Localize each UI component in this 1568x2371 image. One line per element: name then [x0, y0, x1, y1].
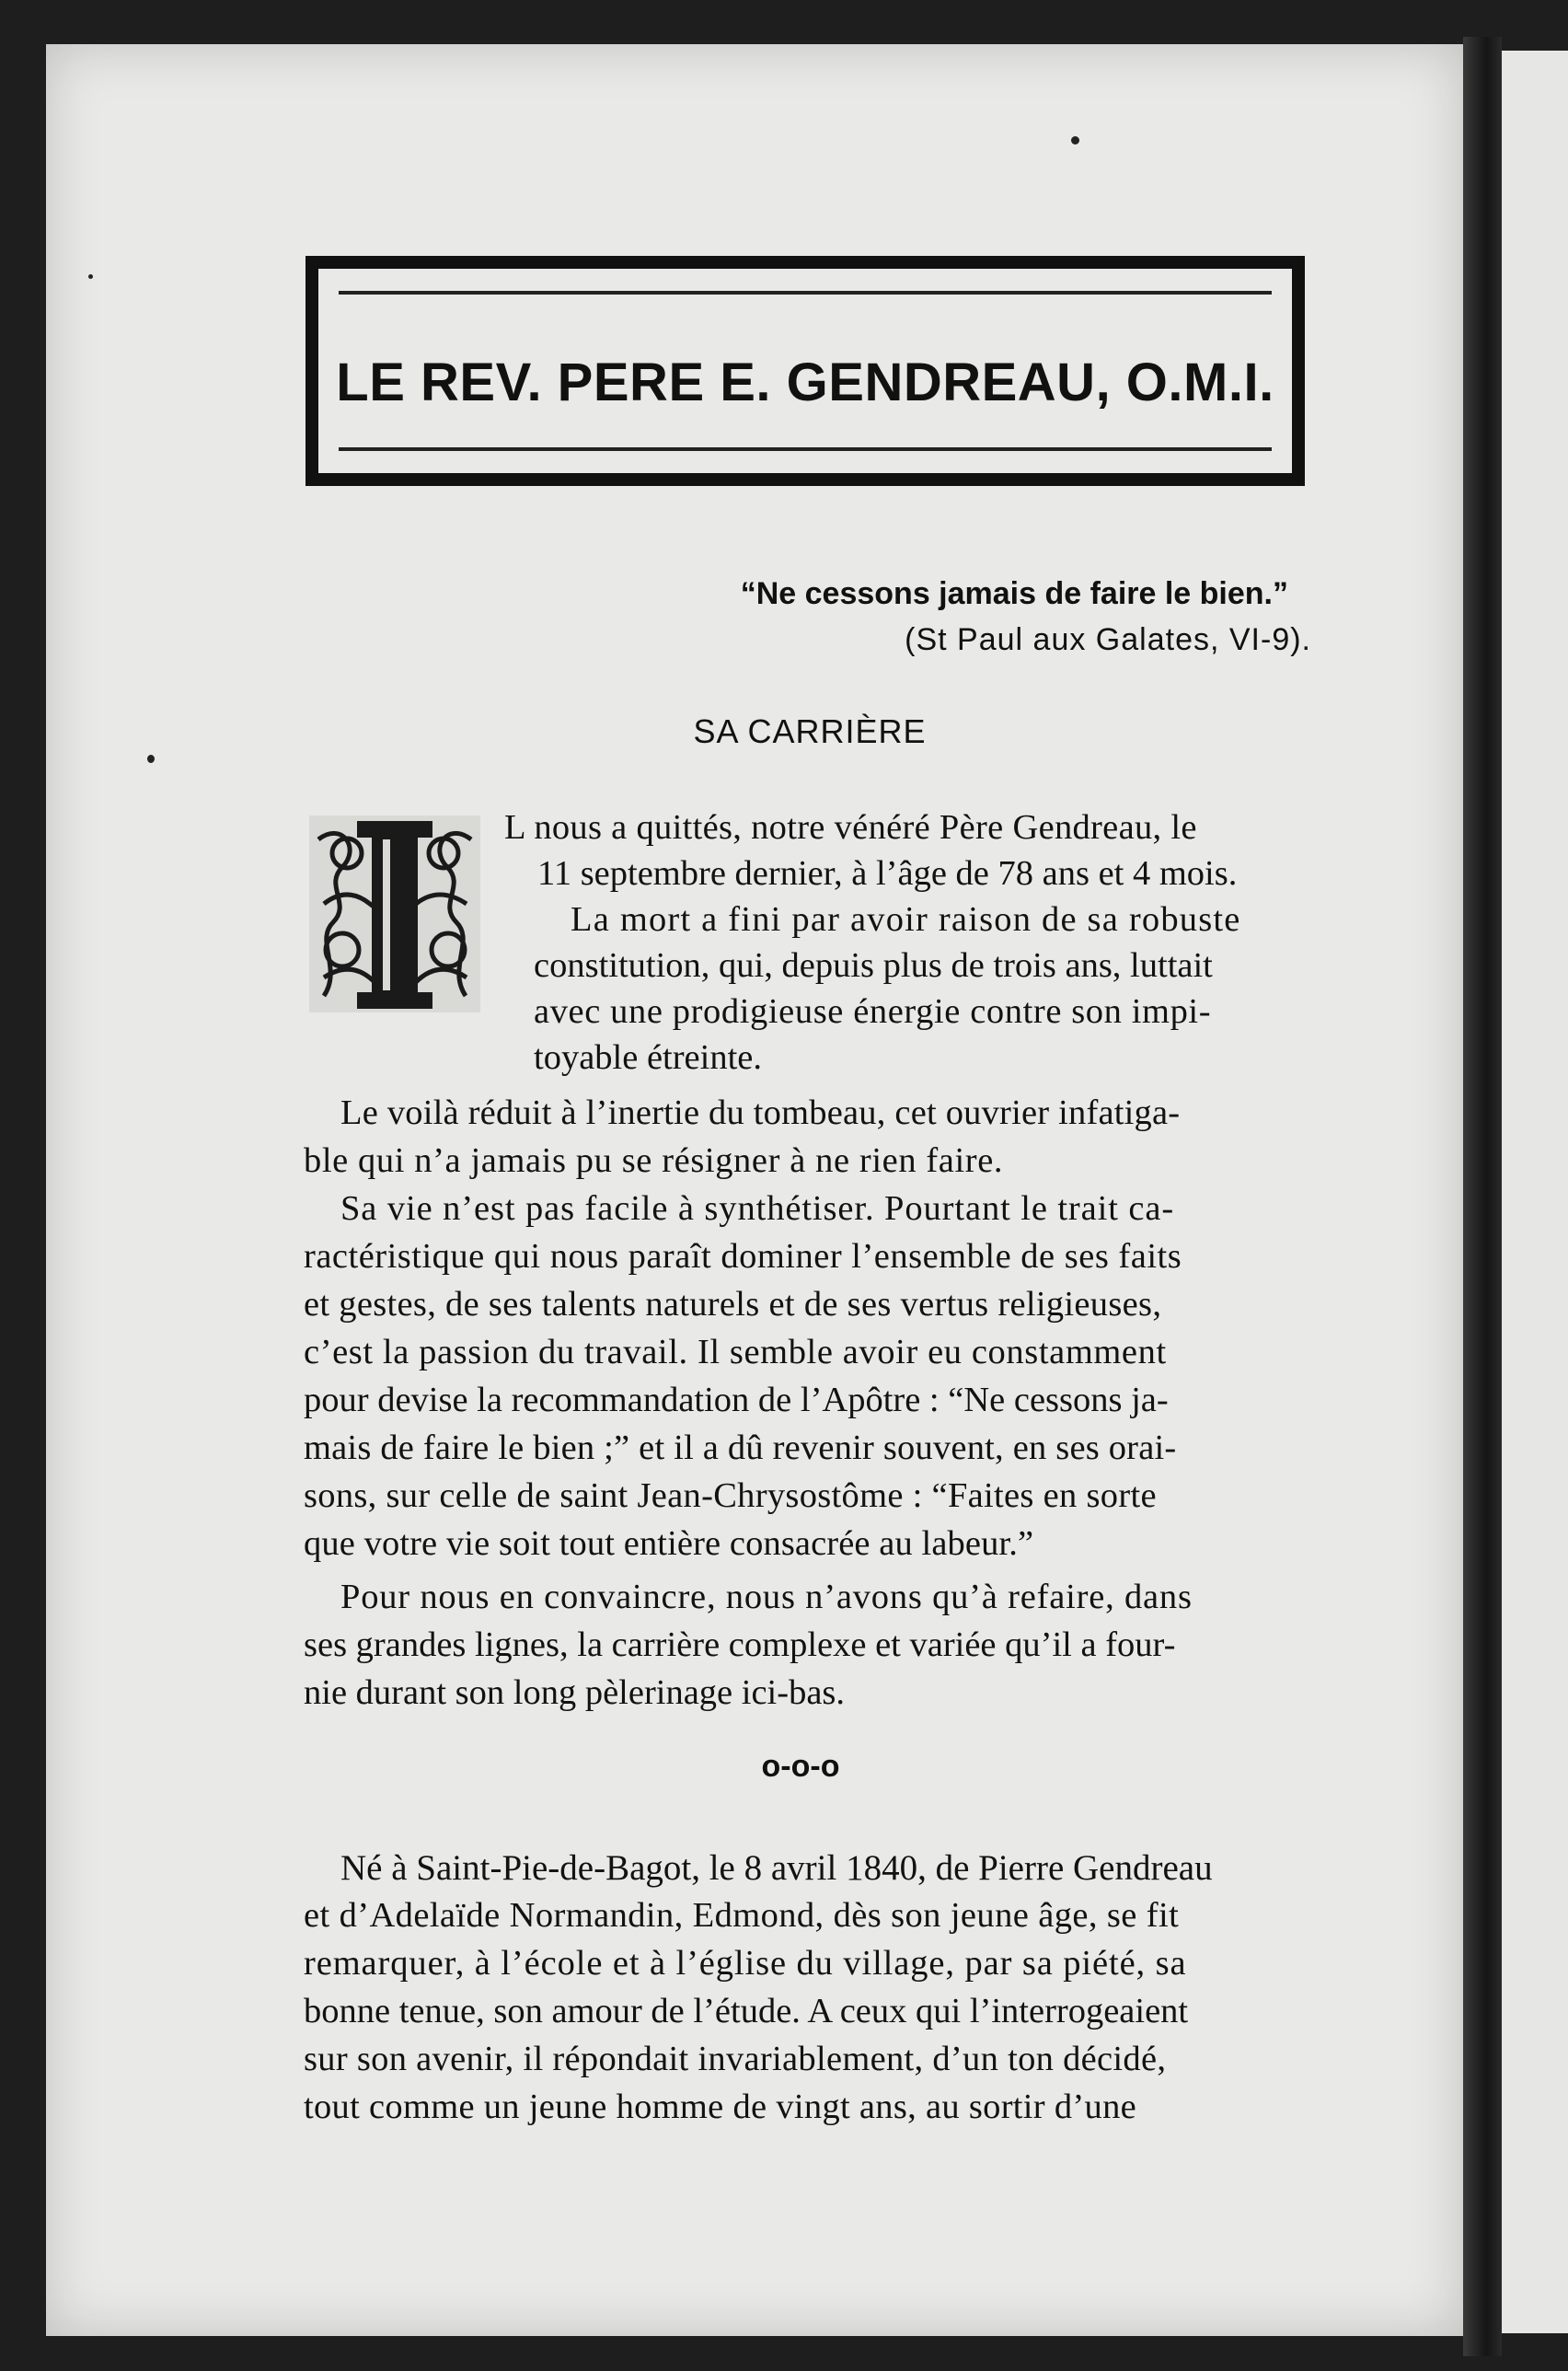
body-line: remarquer, à l’école et à l’église du village, par sa piété, sa: [304, 1944, 1187, 1983]
body-line: c’est la passion du travail. Il semble avoir eu constamment: [304, 1333, 1167, 1371]
ornamental-dropcap-icon: [306, 812, 484, 1016]
section-heading: SA CARRIÈRE: [693, 712, 927, 750]
body-line: et gestes, de ses talents naturels et de ses vertus religieuses,: [304, 1285, 1162, 1324]
body-line: 11 septembre dernier, à l’âge de 78 ans et 4 mois.: [537, 854, 1238, 893]
facing-page-edge: [1502, 51, 1568, 2333]
book-gutter: [1463, 37, 1502, 2356]
body-line: Sa vie n’est pas facile à synthétiser. Pourtant le trait ca-: [340, 1189, 1175, 1228]
body-line: ses grandes lignes, la carrière complexe et variée qu’il a four-: [304, 1625, 1176, 1664]
epigraph-reference: (St Paul aux Galates, VI-9).: [905, 622, 1311, 657]
body-line: nie durant son long pèlerinage ici-bas.: [304, 1673, 846, 1712]
body-line: bonne tenue, son amour de l’étude. A ceux qui l’interrogeaient: [304, 1992, 1189, 2030]
body-line: constitution, qui, depuis plus de trois ans, luttait: [534, 946, 1213, 985]
body-line: que votre vie soit tout entière consacrée au labeur.”: [304, 1524, 1034, 1563]
body-line: avec une prodigieuse énergie contre son impi-: [534, 992, 1212, 1031]
scan-speck: [88, 274, 93, 279]
body-line: et d’Adelaïde Normandin, Edmond, dès son jeune âge, se fit: [304, 1896, 1180, 1935]
body-line: ble qui n’a jamais pu se résigner à ne rien faire.: [304, 1141, 1004, 1180]
body-line: sons, sur celle de saint Jean-Chrysostôme : “Faites en sorte: [304, 1476, 1157, 1515]
body-line: ractéristique qui nous paraît dominer l’ensemble de ses faits: [304, 1237, 1182, 1276]
body-line: tout comme un jeune homme de vingt ans, au sortir d’une: [304, 2088, 1137, 2126]
epigraph-quote: “Ne cessons jamais de faire le bien.”: [740, 576, 1288, 611]
title-frame: [306, 256, 1305, 486]
body-line: L nous a quittés, notre vénéré Père Gendreau, le: [504, 808, 1197, 847]
body-line: toyable étreinte.: [534, 1038, 762, 1077]
body-line: La mort a fini par avoir raison de sa robuste: [571, 900, 1241, 939]
page-title: LE REV. PERE E. GENDREAU, O.M.I.: [336, 353, 1274, 412]
scan-speck: [1071, 136, 1079, 145]
scan-speck: [147, 755, 155, 763]
body-line: pour devise la recommandation de l’Apôtre : “Ne cessons ja-: [304, 1381, 1169, 1419]
body-line: mais de faire le bien ;” et il a dû revenir souvent, en ses orai-: [304, 1428, 1177, 1467]
section-separator: o-o-o: [761, 1749, 840, 1784]
body-line: sur son avenir, il répondait invariablement, d’un ton décidé,: [304, 2040, 1167, 2078]
body-line: Né à Saint-Pie-de-Bagot, le 8 avril 1840, de Pierre Gendreau: [340, 1848, 1213, 1888]
body-line: Pour nous en convaincre, nous n’avons qu’à refaire, dans: [340, 1578, 1193, 1616]
body-line: Le voilà réduit à l’inertie du tombeau, cet ouvrier infatiga-: [340, 1093, 1181, 1132]
